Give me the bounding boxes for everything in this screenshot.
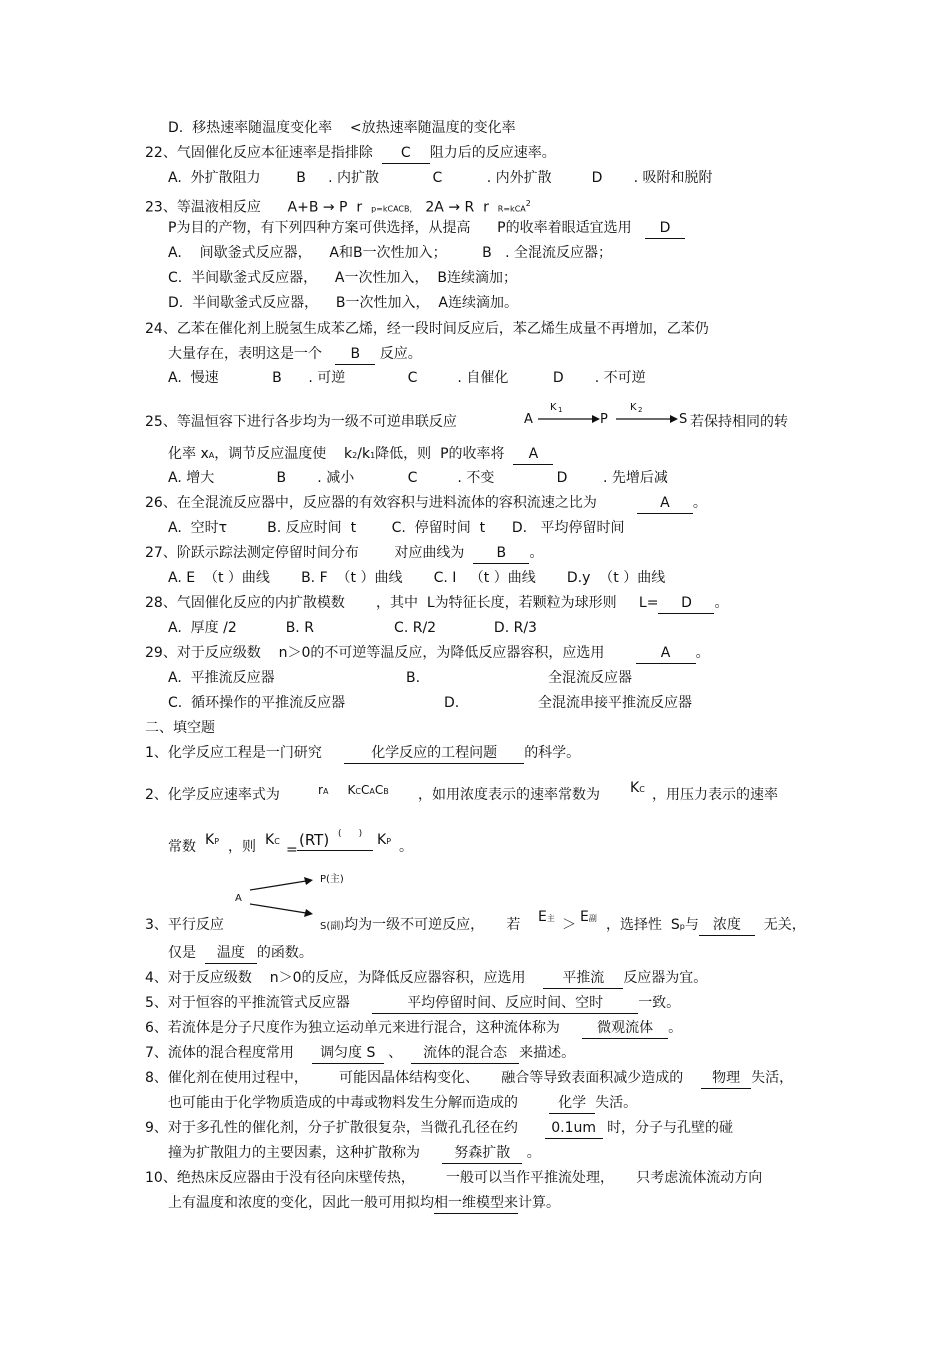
f2-kp-sub: P [214,837,220,846]
f3-mid: 均为一级不可逆反应， 若 [344,917,521,933]
f10-line1: 10、绝热床反应器由于没有径向床壁传热， 一般可以当作平推流处理， 只考虑流体流动方向 [145,1170,763,1186]
f3-text: 3、平行反应 [145,917,224,933]
f2-answer: (RT) [297,830,373,851]
q29-line [145,643,710,664]
q25-l2b: A [208,451,215,460]
q26-answer: A [637,493,693,514]
f3-e-side [580,907,597,929]
f3-l2a: 仅是 [168,945,196,961]
f3-species-a: A [235,893,242,904]
f3-e1-sub: 主 [546,914,555,923]
f2-rate-expression [318,780,389,802]
q26-line [145,493,707,514]
f6-answer: 微观流体 [582,1018,668,1039]
f9-end1: 时，分子与孔壁的碰 [607,1120,734,1136]
f4-end: 反应器为宜。 [623,970,708,986]
f7-sep: 、 [388,1045,403,1061]
q27-line [145,543,543,564]
q25-line1-end: 若保持相同的转 [690,414,788,430]
section-fill-in-title: 二、填空题 [145,720,215,736]
f3-sel-sub: p [679,922,685,931]
f7-answer1: 调匀度 S [312,1043,384,1064]
f3-with: 与 [684,917,699,933]
f9-answer1: 0.1um [545,1118,603,1139]
q23-rate2-sup: 2 [525,199,531,208]
q29-answer: A [636,643,696,664]
f2-end: ，用压力表示的速率 [652,787,778,803]
q23-line [145,194,531,220]
f2-kc-const [630,778,645,800]
q25-k2: K [630,402,637,413]
f2-line1 [145,785,280,805]
q28-answer: D [658,593,714,614]
q23-line2-text: P为目的产物，有下列四种方案可供选择，从提高 P的收率着眼适宜选用 [168,220,632,236]
q25-l2c: ，调节反应温度使 k [214,446,353,462]
q22-options: A. 外扩散阻力 B . 内扩散 C . 内外扩散 D . 吸附和脱附 [168,170,713,186]
f2-kc-letter: K [630,780,640,796]
f7-text: 7、流体的混合程度常用 [145,1045,294,1061]
q25-line2 [168,444,553,466]
q24-options: A. 慢速 B . 可逆 C . 自催化 D . 不可逆 [168,370,646,386]
f4-line [145,968,707,989]
f8-l2: 也可能由于化学物质造成的中毒或物料发生分解而造成的 [168,1095,518,1111]
f3-e-main [538,907,555,929]
f5-text: 5、对于恒容的平推流管式反应器 [145,995,350,1011]
q24-line1: 24、乙苯在催化剂上脱氢生成苯乙烯，经一段时间反应后，苯乙烯生成量不再增加，乙苯仍 [145,321,709,337]
q24-answer: B [335,344,375,365]
f2-exponent: ( ) [338,829,363,839]
f2-equals: = [286,842,298,858]
q23-rate2c: CA [514,204,526,214]
f9-l2: 撞为扩散阻力的主要因素，这种扩散称为 [168,1145,420,1161]
f5-line [145,993,680,1014]
f3-line1-end [606,915,806,937]
f3-e2-sub: 副 [588,914,597,923]
q29-option-a: A. 平推流反应器 [168,670,275,686]
q22-line [145,143,556,164]
q24-line2 [168,344,422,365]
f3-end1: 无关， [763,917,806,933]
q25-k1: K [550,402,557,413]
f2-ca-sub: A [369,787,375,796]
f1-answer: 化学反应的工程问题 [344,743,524,764]
f3-answer2: 温度 [205,943,257,964]
q29-option-d: D. [444,695,460,711]
q25-l2f: 1 [370,451,376,460]
q28-line [145,593,728,614]
f3-gt: ＞ [562,917,576,933]
q27-answer: B [473,543,529,564]
f2-ra-sub: A [322,787,329,796]
f8-answer1: 物理 [701,1068,751,1089]
f2-text: 2、化学反应速率式为 [145,787,280,803]
q29-option-d-text: 全混流串接平推流反应器 [538,695,692,711]
f10-line2 [168,1193,560,1214]
q24-end: 反应。 [379,346,422,362]
q22-answer: C [382,143,430,164]
f3-answer1: 浓度 [699,915,755,936]
q25-k1-sub: 1 [558,406,563,414]
f2-kp [205,830,219,852]
f2-kc-const-sub: C [639,785,645,794]
f4-answer: 平推流 [543,968,623,989]
f7-answer2: 流体的混合态 [411,1043,519,1064]
f3-line2 [168,943,313,964]
q25-l2d: 2 [352,451,358,460]
f2-kc2-sub: C [274,837,280,846]
q23-answer: D [645,218,685,239]
q26-end: 。 [692,495,707,511]
f10-answer: 相一维模型来 [434,1193,518,1214]
f8-answer2: 化学 [549,1093,595,1114]
f7-line [145,1043,575,1064]
q29-option-c: C. 循环操作的平推流反应器 [168,695,346,711]
q25-species-s: S [679,412,688,427]
f9-line2 [168,1143,541,1164]
f2-ca: C [360,783,370,797]
q23-option-d: D. 半间歇釜式反应器， B一次性加入， A连续滴加。 [168,295,519,311]
f9-line1 [145,1118,733,1139]
f3-sel: ，选择性 S [606,917,680,933]
f2-kc2-letter: K [265,832,275,848]
f2-dot: 。 [399,839,413,855]
f1-text: 1、化学反应工程是一门研究 [145,745,322,761]
q21-option-d: D. 移热速率随温度变化率 <放热速率随温度的变化率 [168,120,516,136]
q25-line1-text: 25、等温恒容下进行各步均为一级不可逆串联反应 [145,414,457,430]
q25-l2g: 降低，则 P的收率将 [375,446,505,462]
f8-end1: 失活， [751,1070,794,1086]
q23-line2 [168,218,685,239]
q28-end: 。 [714,595,729,611]
f6-text: 6、若流体是分子尺度作为独立运动单元来进行混合，这种流体称为 [145,1020,560,1036]
q23-rate2b: R=k [497,204,515,214]
f5-end: 一致。 [638,995,681,1011]
f9-answer2: 努森扩散 [442,1143,522,1164]
f2-ra: r [318,783,323,797]
f1-line [145,743,580,764]
f8-end2: 失活。 [595,1095,638,1111]
q28-text: 28、气固催化反应的内扩散模数 ，其中 L为特征长度，若颗粒为球形则 L= [145,595,659,611]
q29-end: 。 [695,645,710,661]
q28-options: A. 厚度 /2 B. R C. R/2 D. R/3 [168,620,537,636]
f2-kp2-letter: K [377,832,387,848]
q29-text: 29、对于反应级数 n＞0的不可逆等温反应，为降低反应器容积，应选用 [145,645,605,661]
f8-text: 8、催化剂在使用过程中， 可能因晶体结构变化、 融合等导致表面积减少造成的 [145,1070,684,1086]
q22-text: 22、气固催化反应本征速率是指排除 [145,145,373,161]
f2-kc-sub: C [355,787,361,796]
f5-answer: 平均停留时间、反应时间、空时 [372,993,638,1014]
f8-line1 [145,1068,793,1089]
f2-cb-sub: B [383,787,389,796]
q26-text: 26、在全混流反应器中，反应器的有效容积与进料流体的容积流速之比为 [145,495,597,511]
q29-option-b-text: 全混流反应器 [548,670,632,686]
q25-k2-sub: 2 [638,406,643,414]
f9-end2: 。 [526,1145,541,1161]
f3-product-p: P(主) [320,874,344,885]
f2-l2b: ，则 [228,839,256,855]
f9-text: 9、对于多孔性的催化剂，分子扩散很复杂，当微孔孔径在约 [145,1120,518,1136]
q26-options: A. 空时τ B. 反应时间 t C. 停留时间 t D. 平均停留时间 [168,520,625,536]
f6-end: 。 [668,1020,683,1036]
f7-end: 来描述。 [519,1045,576,1061]
f3-product-s: S(副) [320,921,345,932]
q29-option-b: B. [406,670,421,686]
q27-options: A. E （t ）曲线 B. F （t ）曲线 C. I （t ）曲线 D.y （t ）曲线 [168,570,666,586]
q23-rate1b: CACB, [387,204,413,214]
f4-text: 4、对于反应级数 n＞0的反应，为降低反应器容积，应选用 [145,970,526,986]
f2-mid: ，如用浓度表示的速率常数为 [418,787,600,803]
f6-line [145,1018,682,1039]
f10-l2b: 计算。 [518,1195,560,1211]
f1-end: 的科学。 [524,745,581,761]
q23-option-c: C. 半间歇釜式反应器， A一次性加入， B连续滴加； [168,270,518,286]
f2-kc: K [347,783,356,797]
f10-l2a: 上有温度和浓度的变化，因此一般可用拟均 [168,1195,434,1211]
f3-line1 [320,915,520,937]
f2-kp2-sub: P [386,837,392,846]
f2-kc2 [265,830,280,852]
q25-options: A. 增大 B . 减小 C . 不变 D . 先增后减 [168,470,668,486]
q22-end: 阻力后的反应速率。 [429,145,556,161]
f2-l2a: 常数 [168,839,196,855]
q25-species-p: P [600,412,608,427]
q25-series-reaction [520,398,700,428]
f2-kp-letter: K [205,832,215,848]
q25-answer: A [513,444,553,465]
f3-e2: E [580,909,589,925]
f8-line2 [168,1093,637,1114]
q27-end: 。 [529,545,544,561]
f3-e1: E [538,909,547,925]
q25-l2e: /k [357,446,371,462]
f2-cb: C [374,783,384,797]
q23-option-a: A. 间歇釜式反应器， A和B一次性加入； B . 全混流反应器； [168,245,613,261]
f2-kp2 [377,830,391,852]
q23-text: 23、等温液相反应 A+B → P r [145,199,372,216]
q23-rate2: 2A → R r [412,199,498,216]
q23-rate1: p=k [371,204,388,214]
q24-text: 大量存在，表明这是一个 [168,346,322,362]
q25-species-a: A [524,412,533,427]
f3-l2b: 的函数。 [256,945,313,961]
q27-text: 27、阶跃示踪法测定停留时间分布 对应曲线为 [145,545,465,561]
q25-l2a: 化率 x [168,446,209,462]
